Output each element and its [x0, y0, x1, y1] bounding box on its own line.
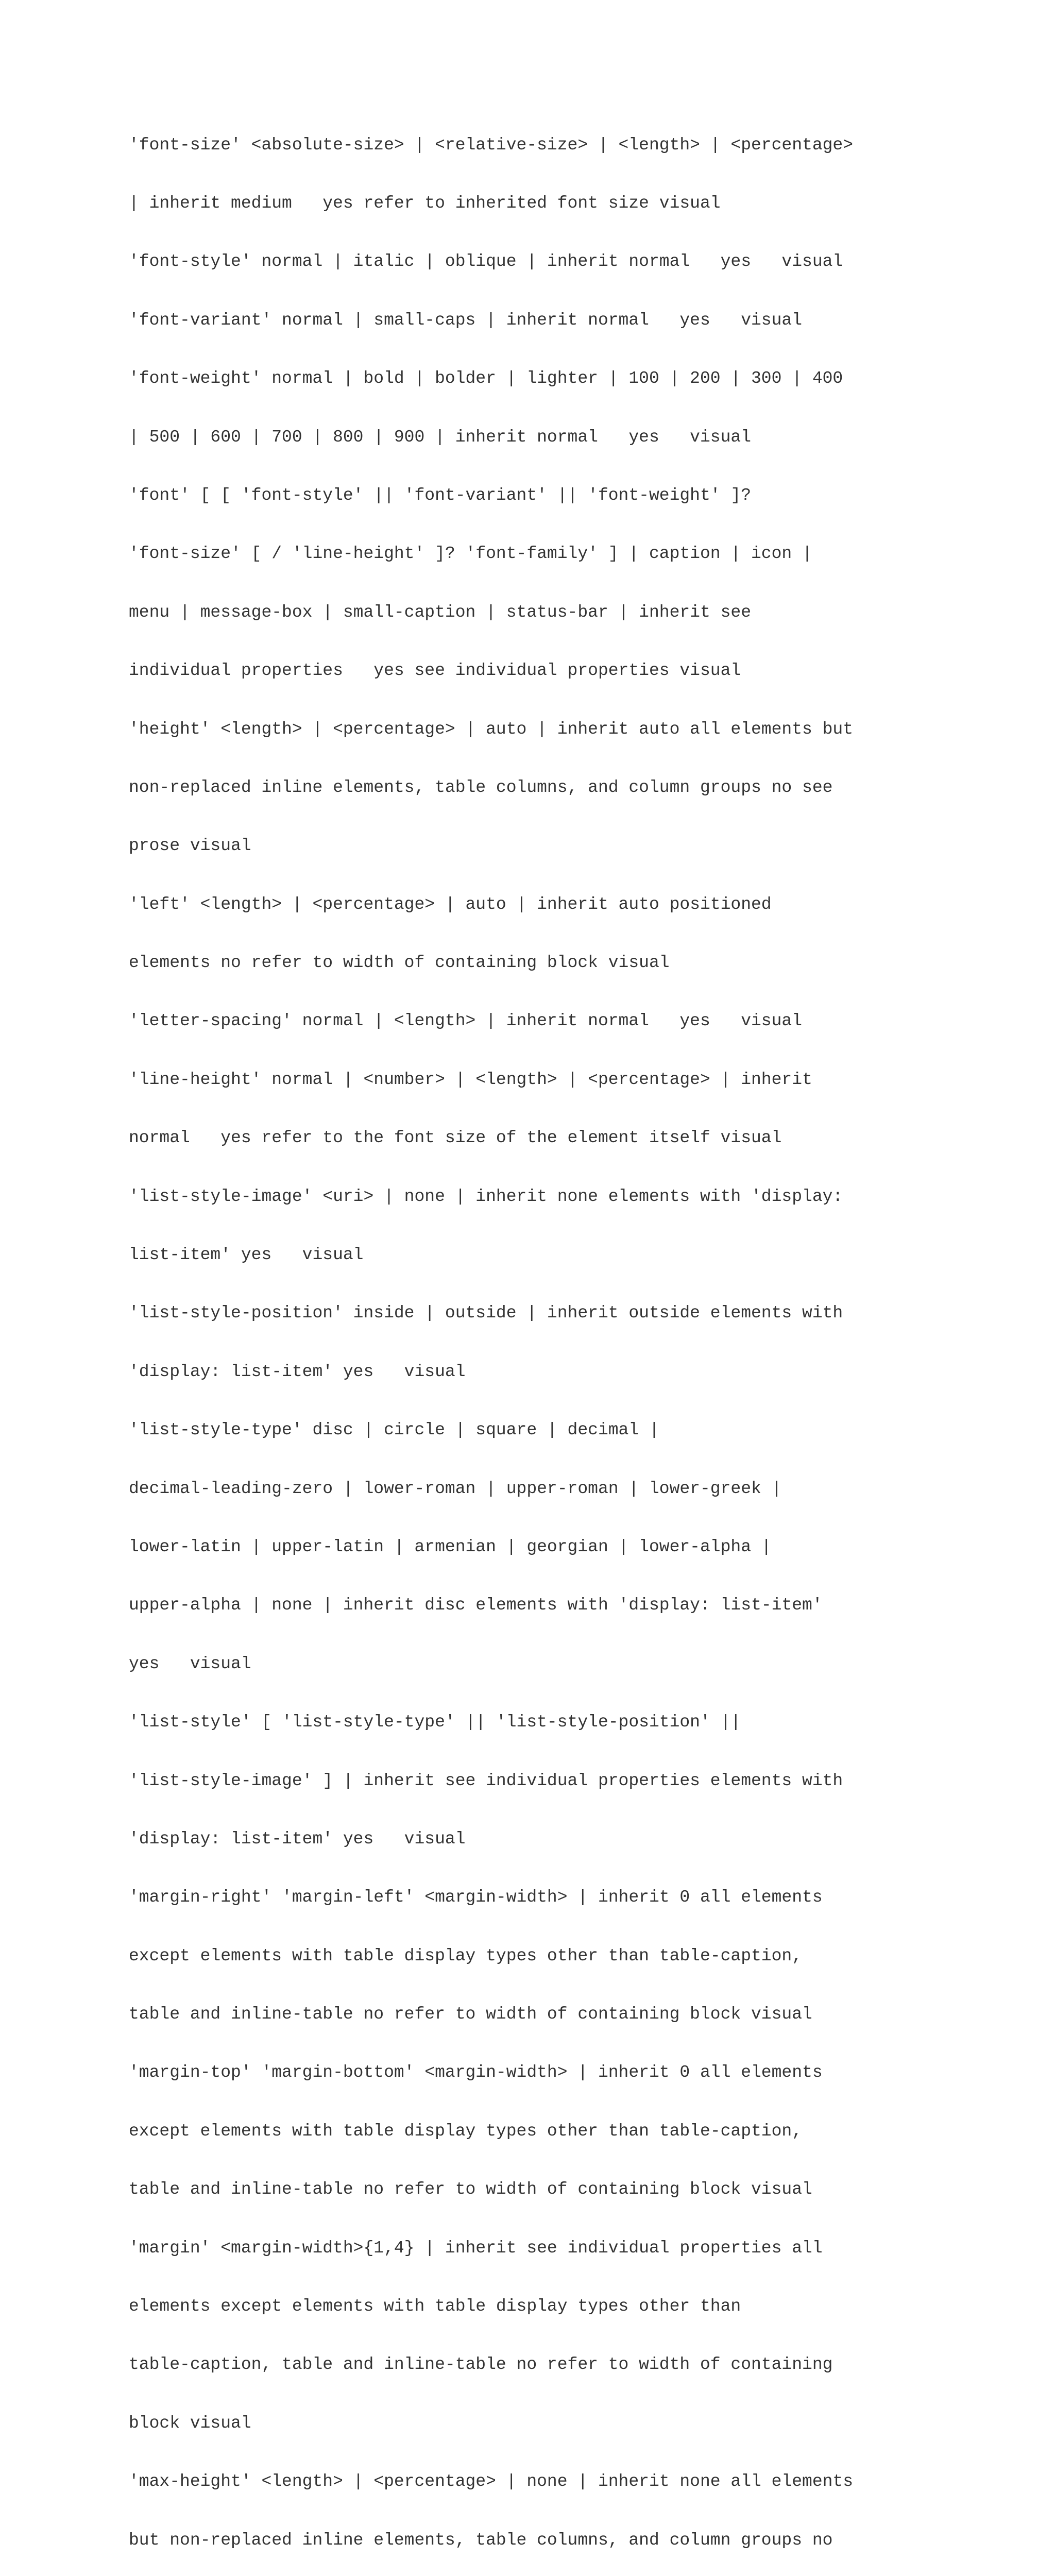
text-line: 'list-style-image' <uri> | none | inherit none elements with 'display: — [129, 1187, 843, 1206]
text-line: 'list-style-type' disc | circle | square | decimal | — [129, 1420, 659, 1440]
text-line: table-caption, table and inline-table no refer to width of containing — [129, 2355, 833, 2375]
text-line: normal yes refer to the font size of the element itself visual — [129, 1128, 782, 1148]
text-line: 'list-style' [ 'list-style-type' || 'list-style-position' || — [129, 1713, 741, 1732]
text-line: 'left' <length> | <percentage> | auto | inherit auto positioned — [129, 894, 772, 914]
text-line: 'font-variant' normal | small-caps | inherit normal yes visual — [129, 310, 803, 330]
text-line: 'list-style-image' ] | inherit see individual properties elements with — [129, 1771, 843, 1790]
text-line: decimal-leading-zero | lower-roman | upper-roman | lower-greek | — [129, 1479, 782, 1498]
text-line: 'margin-right' 'margin-left' <margin-width> | inherit 0 all elements — [129, 1888, 823, 1907]
text-line: 'display: list-item' yes visual — [129, 1829, 466, 1849]
text-line: 'font' [ [ 'font-style' || 'font-variant' || 'font-weight' ]? — [129, 485, 751, 505]
text-line: elements no refer to width of containing block visual — [129, 953, 670, 973]
text-line: except elements with table display types other than table-caption, — [129, 2121, 803, 2141]
text-line: menu | message-box | small-caption | status-bar | inherit see — [129, 602, 751, 622]
text-line: 'display: list-item' yes visual — [129, 1362, 466, 1381]
text-line: | inherit medium yes refer to inherited font size visual — [129, 193, 721, 213]
text-line: table and inline-table no refer to width of containing block visual — [129, 2005, 812, 2024]
text-line: list-item' yes visual — [129, 1245, 364, 1265]
text-line: block visual — [129, 2413, 251, 2433]
text-line: 'margin' <margin-width>{1,4} | inherit see individual properties all — [129, 2238, 823, 2258]
text-line: yes visual — [129, 1654, 251, 1673]
text-line: elements except elements with table display types other than — [129, 2297, 741, 2316]
text-line: 'margin-top' 'margin-bottom' <margin-width> | inherit 0 all elements — [129, 2063, 823, 2082]
text-line: individual properties yes see individual properties visual — [129, 661, 741, 681]
text-line: 'max-height' <length> | <percentage> | none | inherit none all elements — [129, 2472, 854, 2492]
text-line: 'font-size' [ / 'line-height' ]? 'font-family' ] | caption | icon | — [129, 544, 812, 564]
text-line: 'height' <length> | <percentage> | auto | inherit auto all elements but — [129, 719, 854, 739]
property-table-text — [129, 96, 932, 2576]
text-line: 'font-style' normal | italic | oblique | inherit normal yes visual — [129, 252, 843, 272]
text-line: 'line-height' normal | <number> | <length> | <percentage> | inherit — [129, 1070, 812, 1089]
text-line: prose visual — [129, 836, 251, 856]
text-line: 'letter-spacing' normal | <length> | inherit normal yes visual — [129, 1011, 803, 1031]
text-line: 'font-size' <absolute-size> | <relative-size> | <length> | <percentage> — [129, 135, 854, 155]
text-line: 'font-weight' normal | bold | bolder | lighter | 100 | 200 | 300 | 400 — [129, 369, 843, 388]
text-line: non-replaced inline elements, table columns, and column groups no see — [129, 777, 833, 797]
text-line: except elements with table display types other than table-caption, — [129, 1946, 803, 1965]
text-line: | 500 | 600 | 700 | 800 | 900 | inherit normal yes visual — [129, 427, 751, 447]
text-line: upper-alpha | none | inherit disc elements with 'display: list-item' — [129, 1596, 823, 1615]
text-line: table and inline-table no refer to width of containing block visual — [129, 2180, 812, 2199]
text-line: but non-replaced inline elements, table columns, and column groups no — [129, 2530, 833, 2550]
text-line: 'list-style-position' inside | outside | inherit outside elements with — [129, 1303, 843, 1323]
text-line: lower-latin | upper-latin | armenian | georgian | lower-alpha | — [129, 1537, 772, 1556]
